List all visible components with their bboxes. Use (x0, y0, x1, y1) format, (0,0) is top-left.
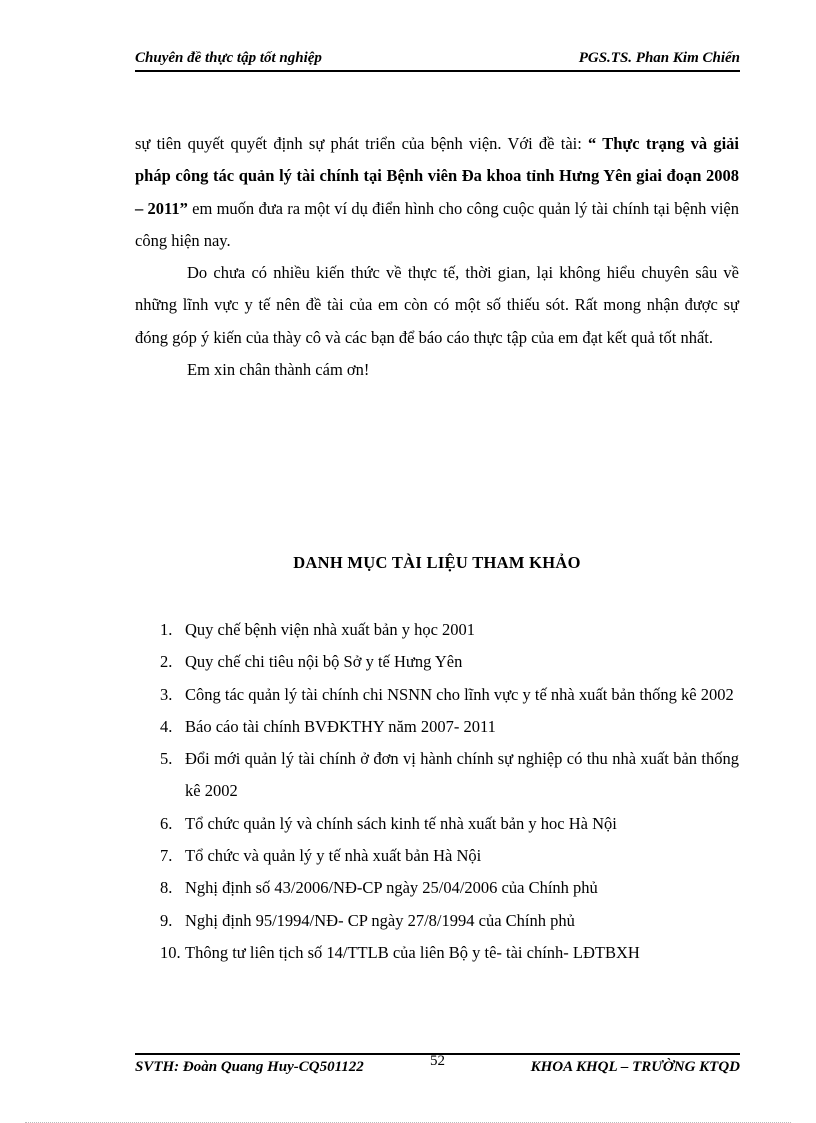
references-heading: DANH MỤC TÀI LIỆU THAM KHẢO (293, 553, 581, 572)
reference-text: Nghị định số 43/2006/NĐ-CP ngày 25/04/2006 của Chính phủ (185, 878, 598, 898)
reference-text: Quy chế bệnh viện nhà xuất bản y học 2001 (185, 620, 476, 639)
paragraph-1-end: em muốn đưa ra một ví dụ điển hình cho công cuộc quản lý tài chính tại bệnh viện công hiện nay. (135, 198, 739, 250)
reference-item (135, 646, 739, 678)
reference-text: Báo cáo tài chính BVĐKTHY năm 2007- 2011 (185, 716, 496, 736)
paragraph-3: Em xin chân thành cám ơn! (187, 360, 370, 380)
header-author: PGS.TS. Phan Kim Chiến (578, 50, 740, 66)
reference-item (135, 840, 739, 872)
reference-number: 10. (160, 942, 181, 962)
reference-text: Đổi mới quản lý tài chính ở đơn vị hành chính sự nghiệp có thu nhà xuất bản thống kê 2002 (185, 749, 739, 801)
paragraph-2: Do chưa có nhiều kiến thức về thực tế, thời gian, lại không hiểu chuyên sâu về những lĩnh vực y tế nên đề tài của em còn có một số thiếu sót. Rất mong nhận được sự đóng góp ý kiến của thày cô và các bạn để báo cáo thực tập của em đạt kết quả tốt nhất. (135, 263, 739, 347)
reference-item (135, 743, 739, 808)
paragraph-1-start: sự tiên quyết quyết định sự phát triển của bệnh viện. Với đề tài: (135, 134, 589, 153)
reference-text: Công tác quản lý tài chính chi NSNN cho lĩnh vực y tế nhà xuất bản thống kê 2002 (185, 684, 734, 704)
footer-student: SVTH: Đoàn Quang Huy-CQ501122 (135, 1059, 364, 1075)
reference-number: 4. (160, 716, 173, 736)
reference-text: Nghị định 95/1994/NĐ- CP ngày 27/8/1994 của Chính phủ (185, 910, 575, 930)
page-footer (135, 1053, 740, 1079)
reference-text: Tổ chức quản lý và chính sách kinh tế nhà xuất bản y hoc Hà Nội (185, 813, 617, 833)
reference-number: 7. (160, 846, 173, 866)
reference-text: Thông tư liên tịch số 14/TTLB của liên Bộ y tê- tài chính- LĐTBXH (185, 942, 640, 962)
reference-item (135, 937, 739, 969)
reference-number: 5. (160, 749, 173, 769)
reference-number: 3. (160, 684, 173, 704)
reference-number: 6. (160, 813, 173, 833)
reference-number: 9. (160, 910, 173, 930)
reference-item (135, 679, 739, 711)
page-header (135, 50, 740, 72)
reference-text: Tổ chức và quản lý y tế nhà xuất bản Hà Nội (185, 846, 482, 866)
footer-faculty: KHOA KHQL – TRƯỜNG KTQD (530, 1059, 740, 1075)
paragraph-1 (135, 128, 739, 257)
reference-item (135, 614, 739, 646)
reference-item (135, 711, 739, 743)
reference-item (135, 872, 739, 904)
references-list (135, 614, 739, 969)
thesis-title: “ Thực trạng và giải pháp công tác quản lý tài chính tại Bệnh viên Đa khoa tỉnh Hưng Yên giai đoạn 2008 – 2011” (135, 134, 739, 218)
reference-item (135, 905, 739, 937)
header-title: Chuyên đề thực tập tốt nghiệp (135, 50, 322, 66)
reference-number: 8. (160, 878, 173, 898)
reference-text: Quy chế chi tiêu nội bộ Sở y tế Hưng Yên (185, 652, 463, 672)
reference-number: 1. (160, 620, 173, 639)
page-number: 52 (430, 1053, 445, 1069)
body-text (135, 128, 739, 386)
reference-number: 2. (160, 652, 173, 672)
reference-item (135, 808, 739, 840)
